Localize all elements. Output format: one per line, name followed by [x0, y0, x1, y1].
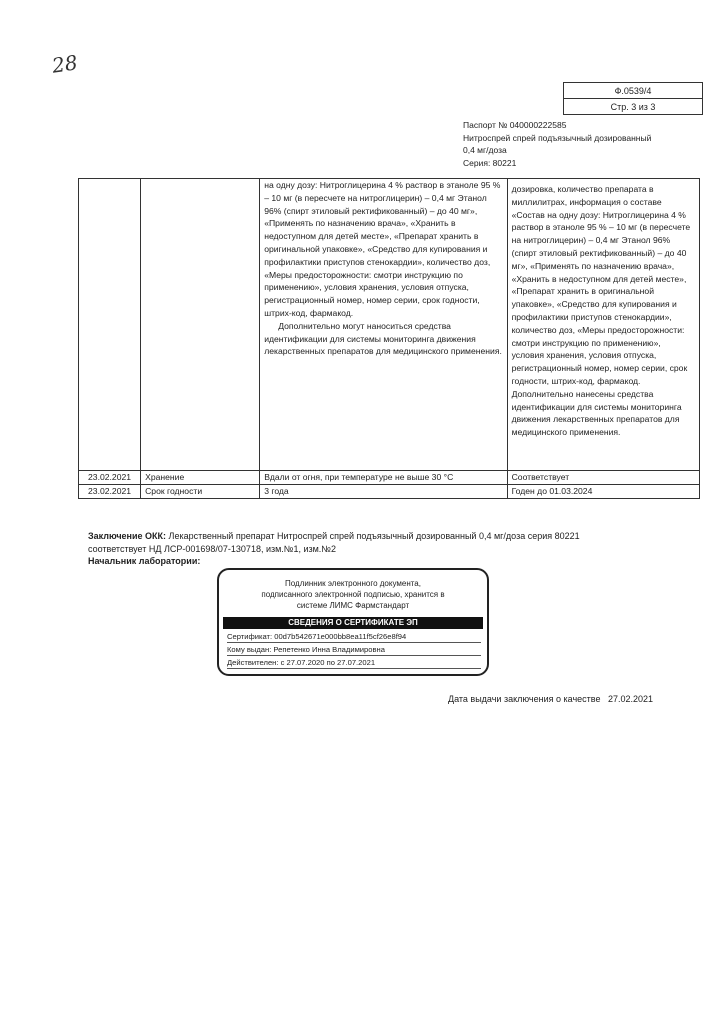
- conclusion-text: Лекарственный препарат Нитроспрей спрей подъязычный дозированный 0,4 мг/доза серия 80221: [168, 531, 580, 541]
- conclusion-text-2: соответствует НД ЛСР-001698/07-130718, изм.№1, изм.№2: [88, 543, 336, 554]
- cell-requirement: [260, 179, 507, 471]
- cell-requirement: 3 года: [260, 484, 507, 498]
- requirement-text: на одну дозу: Нитроглицерина 4 % раствор в этаноле 95 % – 10 мг (в пересчете на нитроглицерин) – 0,4 мг Этанол 96% (спирт этиловый ректификованный) – до 40 мг», «Применять по назначению врача», «Хранить в недоступном для детей месте», «Препарат хранить в оригинальной упаковке», «Средство для купирования и профилактики приступов стенокардии», количество доз, «Меры предосторожности: смотри инструкцию по применению», условия хранения, условия отпуска, регистрационный номер, номер серии, срок годности, штрих-код, фармакод.: [264, 180, 501, 318]
- cell-test-name: Срок годности: [141, 484, 260, 498]
- issue-date-line: [448, 694, 653, 704]
- table-row: [79, 471, 700, 485]
- conclusion-line: [88, 530, 688, 543]
- form-number: Ф.0539/4: [564, 83, 703, 99]
- lab-head-label: Начальник лаборатории:: [88, 556, 201, 566]
- stamp-notice: [219, 578, 487, 611]
- certificate-id: Сертификат: 00d7b542671e000bb8ea11f5cf26e8f94: [227, 632, 481, 643]
- requirement-note: Дополнительно могут наноситься средства идентификации для системы мониторинга движения лекарственных препаратов для медицинского применения.: [264, 320, 502, 357]
- passport-info: [463, 119, 653, 169]
- certificate-owner: Кому выдан: Репетенко Инна Владимировна: [227, 645, 481, 656]
- cell-result: дозировка, количество препарата в миллилитрах, информация о составе «Состав на одну дозу: Нитроглицерина 4 % раствор в этаноле 95 % – 10 мг (в пересчете на нитроглицерин) – 0,4 мг Этанол 96% (спирт этиловый ректификованный) – до 40 мг», «Применять по назначению врача», «Хранить в недоступном для детей месте», «Препарат хранить в оригинальной упаковке», «Средство для купирования и профилактики приступов стенокардии», количество доз, «Меры предосторожности: смотри инструкцию по применению», условия хранения, условия отпуска, регистрационный номер, номер серии, срок годности, штрих-код, фармакод. Дополнительно нанесены средства идентификации для системы мониторинга движения лекарственных препаратов для медицинского применения.: [507, 179, 699, 471]
- handwritten-page-number: 28: [50, 50, 79, 78]
- conclusion-block: [88, 530, 688, 568]
- issue-date-label: Дата выдачи заключения о качестве: [448, 694, 601, 704]
- cell-requirement: Вдали от огня, при температуре не выше 30 °С: [260, 471, 507, 485]
- table-row: [79, 179, 700, 471]
- conclusion-label: Заключение ОКК:: [88, 531, 167, 541]
- stamp-line: подписанного электронной подписью, хранится в: [261, 590, 445, 599]
- cell-date: [79, 179, 141, 471]
- table-row: [79, 484, 700, 498]
- issue-date: 27.02.2021: [607, 694, 654, 704]
- cell-test-name: [141, 179, 260, 471]
- cell-result: Соответствует: [507, 471, 699, 485]
- stamp-line: Подлинник электронного документа,: [285, 579, 421, 588]
- cell-test-name: Хранение: [141, 471, 260, 485]
- certificate-validity: Действителен: с 27.07.2020 по 27.07.2021: [227, 658, 481, 669]
- cell-date: 23.02.2021: [79, 471, 141, 485]
- batch-number: Серия: 80221: [463, 157, 517, 168]
- stamp-line: системе ЛИМС Фармстандарт: [296, 601, 410, 610]
- electronic-signature-stamp: [217, 568, 489, 676]
- product-name: Нитроспрей спрей подъязычный дозированный 0,4 мг/доза: [463, 132, 652, 155]
- cell-result: Годен до 01.03.2024: [507, 484, 699, 498]
- cell-date: 23.02.2021: [79, 484, 141, 498]
- page-counter: Стр. 3 из 3: [564, 99, 703, 115]
- test-results-table: [78, 178, 700, 499]
- passport-number: Паспорт № 040000222585: [463, 120, 567, 130]
- stamp-header: СВЕДЕНИЯ О СЕРТИФИКАТЕ ЭП: [223, 617, 483, 629]
- form-number-box: [563, 82, 703, 115]
